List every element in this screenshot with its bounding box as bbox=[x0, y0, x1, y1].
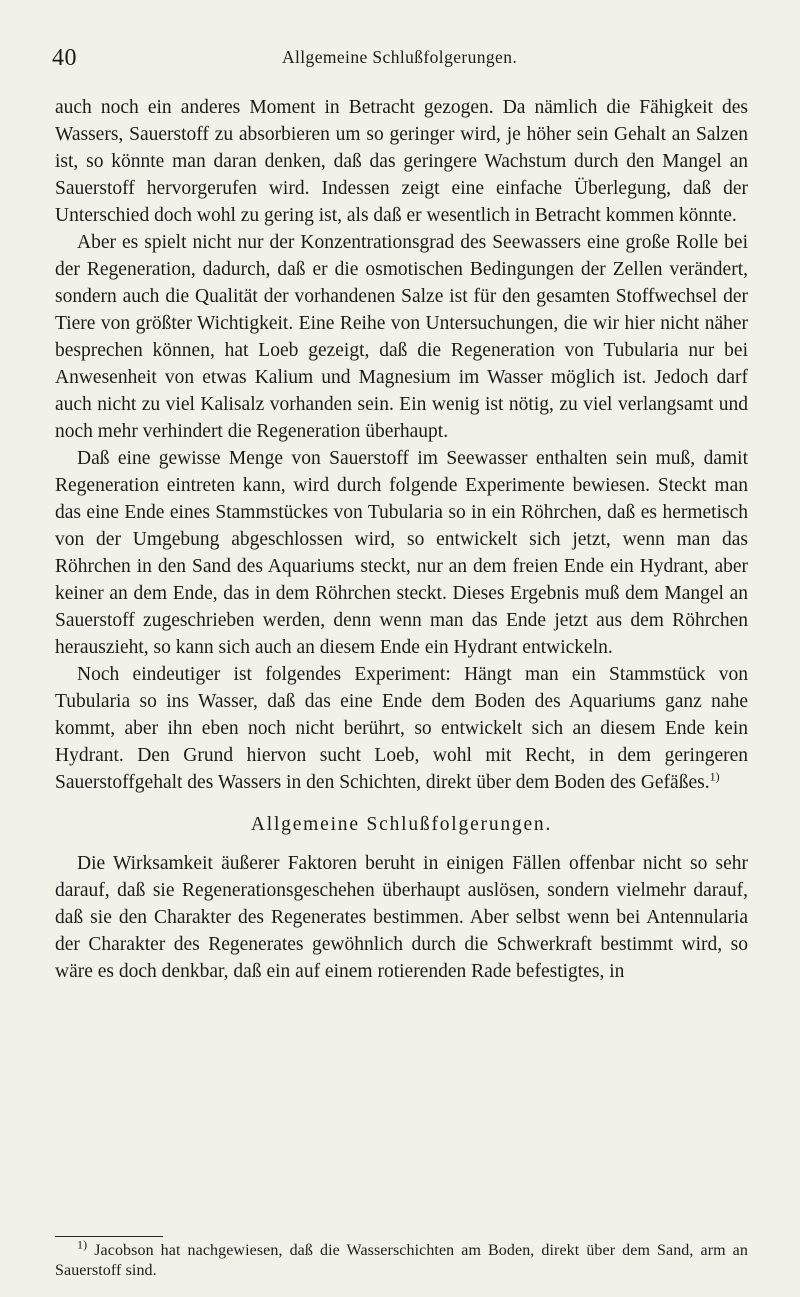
paragraph-4 bbox=[55, 661, 748, 796]
footnote bbox=[55, 1237, 748, 1281]
paragraph-1: auch noch ein anderes Moment in Betracht gezogen. Da nämlich die Fähigkeit des Wassers, Sauerstoff zu absorbieren um so geringer wird, je höher sein Gehalt an Salzen ist, so könnte man daran denken, daß das geringere Wachstum durch den Mangel an Sauerstoff hervorgerufen wird. Indessen zeigt eine einfache Überlegung, daß der Unterschied doch wohl zu gering ist, als daß er wesentlich in Betracht kommen könnte. bbox=[55, 97, 748, 226]
paragraph-2: Aber es spielt nicht nur der Konzentrationsgrad des Seewassers eine große Rolle bei der Regeneration, dadurch, daß er die osmotischen Bedingungen der Zellen verändert, sondern auch die Qualität der vorhandenen Salze ist für den gesamten Stoffwechsel der Tiere von größter Wichtigkeit. Eine Reihe von Untersuchungen, die wir hier nicht näher besprechen können, hat Loeb gezeigt, daß die Regeneration von Tubularia nur bei Anwesenheit von etwas Kalium und Magnesium im Wasser möglich ist. Jedoch darf auch nicht zu viel Kalisalz vorhanden sein. Ein wenig ist nötig, zu viel verlangsamt und noch mehr verhindert die Regeneration überhaupt. bbox=[55, 232, 748, 442]
page-number: 40 bbox=[52, 45, 77, 71]
page-body bbox=[55, 94, 748, 985]
footnote-text: Jacobson hat nachgewiesen, daß die Wasserschichten am Boden, direkt über dem Sand, arm an Sauerstoff sind. bbox=[55, 1242, 748, 1279]
paragraph-3: Daß eine gewisse Menge von Sauerstoff im Seewasser enthalten sein muß, damit Regeneration eintreten kann, wird durch folgende Experimente bewiesen. Steckt man das eine Ende eines Stammstückes von Tubularia so in ein Röhrchen, daß es hermetisch von der Umgebung abgeschlossen wird, so entwickelt sich jetzt, wenn man das Röhrchen in den Sand des Aquariums steckt, nur an dem freien Ende ein Hydrant, aber keiner an dem Ende, das in dem Röhrchen steckt. Dieses Ergebnis muß dem Mangel an Sauerstoff zugeschrieben werden, denn wenn man das Ende jetzt aus dem Röhrchen herauszieht, so kann sich auch an diesem Ende ein Hydrant entwickeln. bbox=[55, 448, 748, 658]
running-title: Allgemeine Schlußfolgerungen. bbox=[282, 47, 518, 67]
paragraph-4-text: Noch eindeutiger ist folgendes Experiment: Hängt man ein Stammstück von Tubularia so ins Wasser, daß das eine Ende dem Boden des Aquariums ganz nahe kommt, aber ihn eben noch nicht berührt, so entwickelt sich an diesem Ende kein Hydrant. Den Grund hiervon sucht Loeb, wohl mit Recht, in dem geringeren Sauerstoffgehalt des Wassers in den Schichten, direkt über dem Boden des Gefäßes. bbox=[55, 664, 748, 793]
section-paragraph: Die Wirksamkeit äußerer Faktoren beruht in einigen Fällen offenbar nicht so sehr darauf, daß sie Regenerationsgeschehen überhaupt auslösen, sondern vielmehr darauf, daß sie den Charakter des Regenerates bestimmen. Aber selbst wenn bei Antennularia der Charakter des Regenerates gewöhnlich durch die Schwerkraft bestimmt wird, so wäre es doch denkbar, daß ein auf einem rotierenden Rade befestigtes, in bbox=[55, 853, 748, 982]
footnote-divider bbox=[55, 1236, 163, 1237]
section-heading: Allgemeine Schlußfolgerungen. bbox=[250, 814, 553, 835]
footnote-marker: 1) bbox=[77, 1237, 88, 1252]
footnote-reference: 1) bbox=[709, 769, 720, 784]
